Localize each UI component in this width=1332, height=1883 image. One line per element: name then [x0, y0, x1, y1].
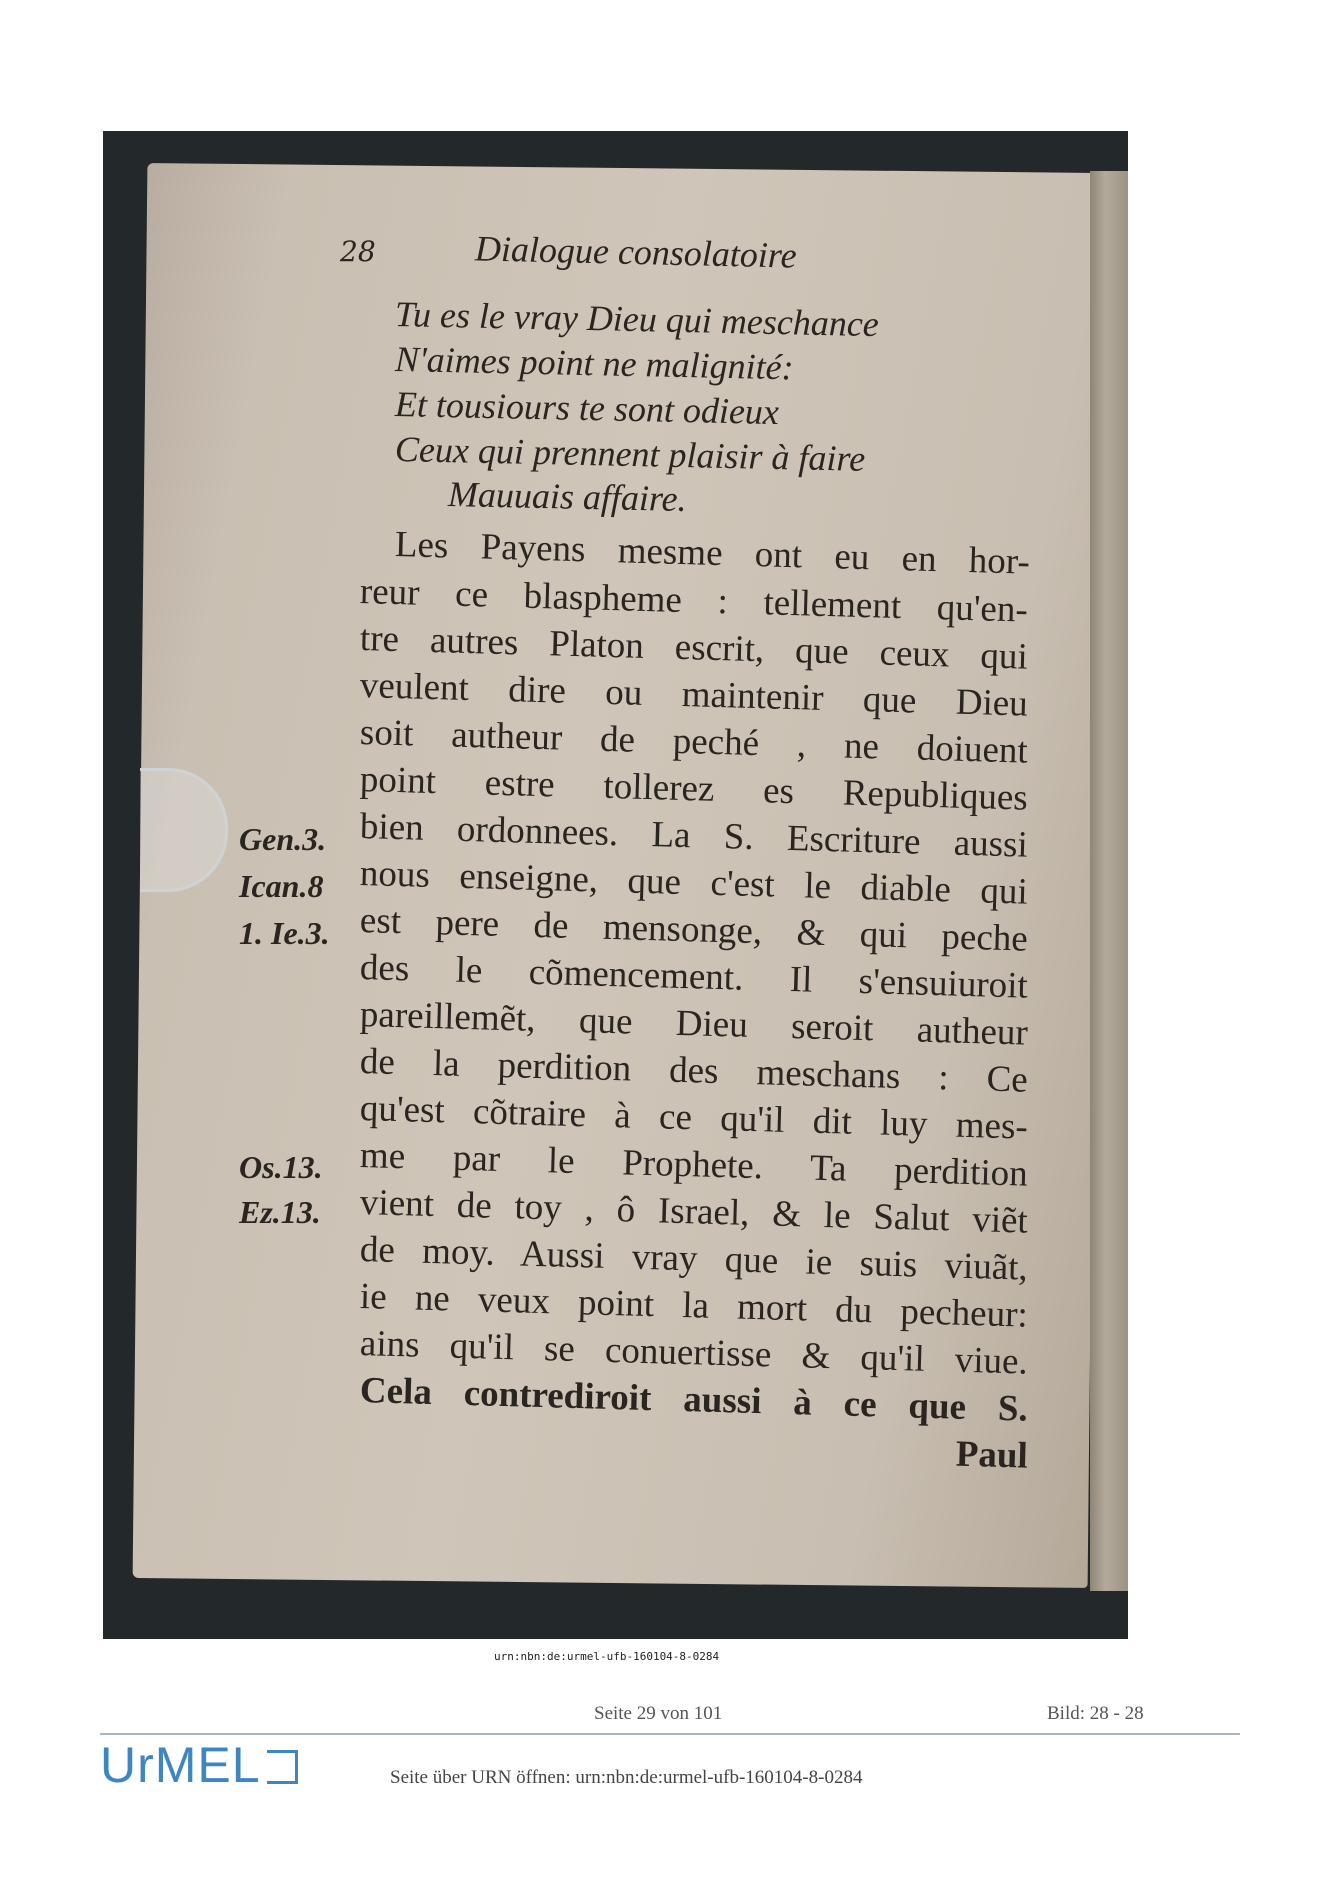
body-line: est pere de mensonge, & qui peche: [359, 900, 1029, 960]
running-head: Dialogue consolatoire: [474, 228, 798, 276]
body-line: de la perdition des meschans : Ce: [359, 1041, 1029, 1101]
urn-link[interactable]: Seite über URN öffnen: urn:nbn:de:urmel-ufb-160104-8-0284: [390, 1767, 863, 1788]
image-urn: urn:nbn:de:urmel-ufb-160104-8-0284: [494, 1650, 720, 1663]
body-line: soit autheur de peché , ne doiuent: [359, 712, 1029, 772]
body-line: ie ne veux point la mort du pecheur:: [359, 1276, 1029, 1336]
urmel-logo: [100, 1734, 298, 1793]
body-line: tre autres Platon escrit, que ceux qui: [359, 618, 1029, 678]
verse-line: Ceux qui prennent plaisir à faire: [394, 429, 866, 479]
body-line: nous enseigne, que c'est le diable qui: [359, 853, 1029, 913]
logo-mark: [267, 1750, 298, 1784]
scanned-page-image: [103, 131, 1128, 1639]
image-counter: Bild: 28 - 28: [1047, 1703, 1144, 1724]
body-line: veulent dire ou maintenir que Dieu: [359, 665, 1029, 725]
body-line: point estre tollerez es Republiques: [359, 759, 1029, 819]
verse-line: N'aimes point ne malignité:: [394, 339, 794, 388]
verse-line: Et tousiours te sont odieux: [394, 384, 780, 433]
margin-reference: Ez.13.: [239, 1194, 321, 1230]
body-line: me par le Prophete. Ta perdition: [359, 1135, 1029, 1195]
body-line: des le cõmencement. Il s'ensuiuroit: [359, 947, 1029, 1007]
body-line: qu'est cõtraire à ce qu'il dit luy mes-: [359, 1088, 1029, 1148]
page-text: [103, 131, 1128, 1639]
verse-line: Tu es le vray Dieu qui meschance: [394, 294, 880, 345]
logo-text: UrMEL: [100, 1737, 261, 1793]
margin-reference: Ican.8: [239, 868, 324, 904]
page-number: 28: [340, 235, 376, 268]
body-line: reur ce blaspheme : tellement qu'en-: [359, 571, 1029, 631]
body-line: Les Payens mesme ont eu en hor-: [394, 524, 1031, 583]
body-line: vient de toy , ô Israel, & le Salut viẽt: [359, 1182, 1029, 1242]
margin-reference: Gen.3.: [239, 821, 327, 857]
body-line: de moy. Aussi vray que ie suis viuãt,: [359, 1229, 1029, 1289]
margin-reference: Os.13.: [239, 1149, 323, 1185]
body-line: bien ordonnees. La S. Escriture aussi: [359, 806, 1029, 866]
body-line: Cela contrediroit aussi à ce que S.: [359, 1370, 1029, 1430]
margin-reference: 1. Ie.3.: [239, 915, 330, 951]
catchword: Paul: [955, 1433, 1029, 1477]
page-counter: Seite 29 von 101: [594, 1703, 723, 1724]
body-line: ains qu'il se conuertisse & qu'il viue.: [359, 1323, 1029, 1383]
body-line: pareillemẽt, que Dieu seroit autheur: [359, 994, 1029, 1054]
verse-line: Mauuais affaire.: [447, 474, 688, 519]
